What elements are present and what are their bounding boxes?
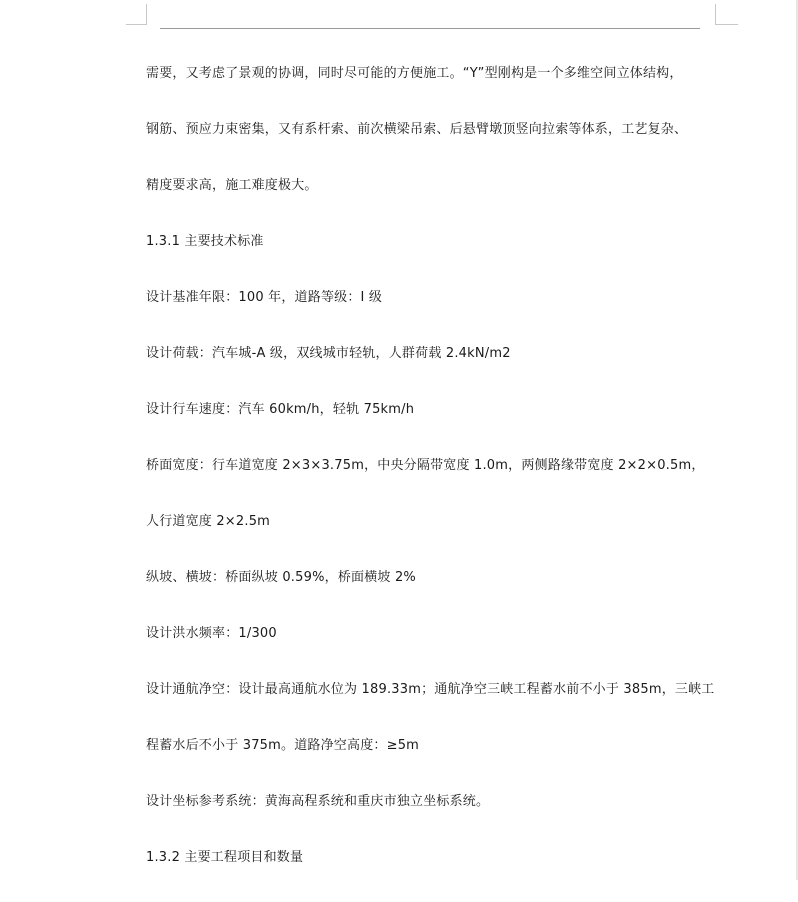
paragraph-line: 钢筋、预应力束密集，又有系杆索、前次横梁吊索、后悬臂墩顶竖向拉索等体系，工艺复杂、 bbox=[146, 122, 688, 137]
section-heading-1-3-2: 1.3.2 主要工程项目和数量 bbox=[146, 850, 304, 865]
header-rule bbox=[160, 28, 700, 29]
crop-mark-top-left bbox=[126, 4, 147, 25]
paragraph-line: 精度要求高，施工难度极大。 bbox=[146, 178, 318, 193]
spec-coordinate-system: 设计坐标参考系统：黄海高程系统和重庆市独立坐标系统。 bbox=[146, 794, 490, 809]
spec-navigation-clearance: 设计通航净空：设计最高通航水位为 189.33m；通航净空三峡工程蓄水前不小于 385m，三峡工 bbox=[146, 682, 715, 697]
spec-slope: 纵坡、横坡：桥面纵坡 0.59%，桥面横坡 2% bbox=[146, 570, 416, 585]
spec-deck-width: 桥面宽度：行车道宽度 2×3×3.75m，中央分隔带宽度 1.0m，两侧路缘带宽度 2×2×0.5m， bbox=[146, 458, 705, 473]
paragraph-line: 需要，又考虑了景观的协调，同时尽可能的方便施工。“Y”型刚构是一个多维空间立体结构， bbox=[146, 66, 683, 81]
spec-design-load: 设计荷载：汽车城-A 级，双线城市轻轨，人群荷载 2.4kN/m2 bbox=[146, 346, 511, 361]
spec-navigation-clearance-cont: 程蓄水后不小于 375m。道路净空高度：≥5m bbox=[146, 738, 420, 753]
document-body bbox=[146, 62, 726, 902]
crop-mark-top-right bbox=[715, 4, 738, 25]
spec-flood-frequency: 设计洪水频率：1/300 bbox=[146, 626, 277, 641]
spec-deck-width-cont: 人行道宽度 2×2.5m bbox=[146, 514, 271, 529]
spec-design-speed: 设计行车速度：汽车 60km/h，轻轨 75km/h bbox=[146, 402, 415, 417]
section-heading-1-3-1: 1.3.1 主要技术标准 bbox=[146, 234, 264, 249]
spec-design-life: 设计基准年限：100 年，道路等级：I 级 bbox=[146, 290, 383, 305]
